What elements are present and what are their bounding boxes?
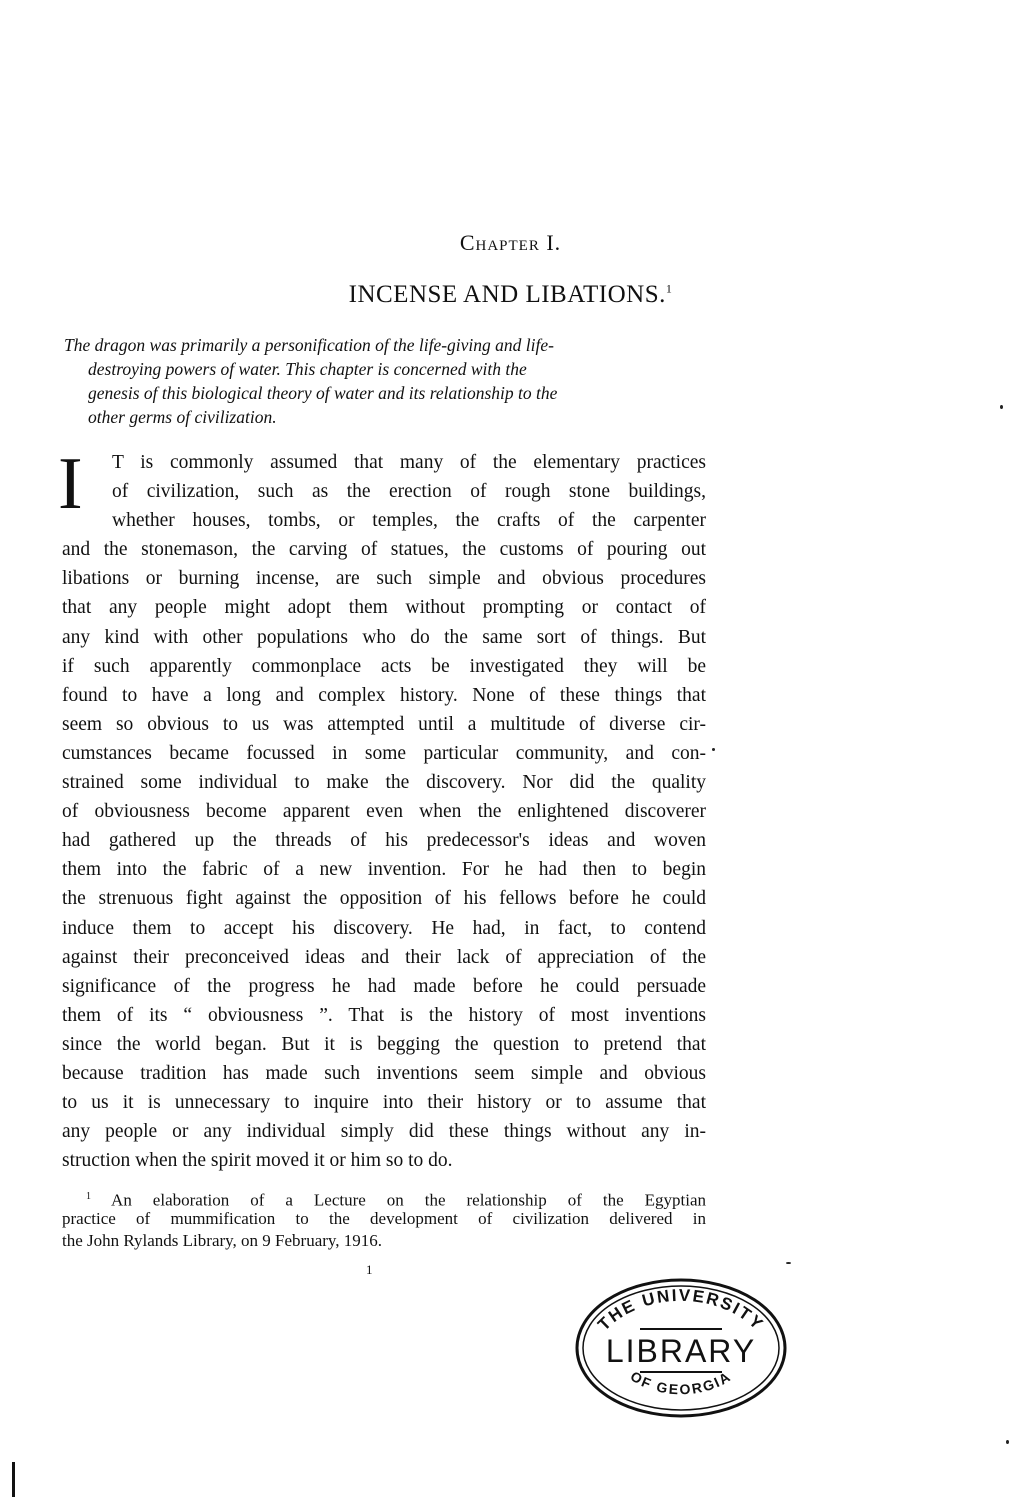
body-line: any people or any individual simply did these things without any in-	[62, 1121, 706, 1143]
scan-speck	[1000, 405, 1003, 409]
page-number: 1	[366, 1262, 373, 1277]
footnote-mark: 1	[86, 1191, 91, 1202]
body-line: T is commonly assumed that many of the elementary practices	[112, 452, 706, 473]
body-line: found to have a long and complex history. None of these things that	[62, 684, 706, 706]
body-line: whether houses, tombs, or temples, the crafts of the carpenter	[112, 510, 706, 532]
body-line: significance of the progress he had made before he could persuade	[62, 975, 706, 997]
epigraph	[64, 333, 706, 429]
body-line: to us it is unnecessary to inquire into their history or to assume that	[62, 1092, 706, 1114]
epigraph-line: other germs of civilization.	[88, 407, 277, 427]
scan-speck	[786, 1262, 791, 1264]
body-line: since the world began. But it is begging the question to pretend that	[62, 1033, 706, 1055]
chapter-title-text: INCENSE AND LIBATIONS.	[348, 281, 666, 308]
body-line: the strenuous fight against the opposition of his fellows before he could	[62, 888, 706, 910]
body-line: against their preconceived ideas and their lack of appreciation of the	[62, 946, 706, 968]
body-line: that any people might adopt them without prompting or contact of	[62, 597, 706, 619]
body-line: struction when the spirit moved it or him so to do.	[62, 1150, 453, 1172]
epigraph-line: The dragon was primarily a personification of the life-giving and life-	[64, 335, 554, 355]
body-line: had gathered up the threads of his predecessor's ideas and woven	[62, 830, 706, 852]
library-stamp	[570, 1272, 792, 1420]
drop-cap: I	[58, 443, 83, 525]
chapter-label-text: Chapter I.	[459, 230, 562, 255]
body-paragraph	[62, 448, 706, 1175]
footnote-line	[62, 1186, 706, 1208]
body-line: any kind with other populations who do the same sort of things. But	[62, 626, 706, 648]
footnote-line: practice of mummification to the development of civilization delivered in	[62, 1209, 706, 1228]
stamp-bottom-text: OF GEORGIA	[627, 1367, 735, 1398]
chapter-title	[0, 281, 1021, 309]
epigraph-line: genesis of this biological theory of water and its relationship to the	[88, 383, 558, 403]
body-line: of civilization, such as the erection of rough stone buildings,	[112, 481, 706, 503]
stamp-center-text: LIBRARY	[605, 1333, 757, 1369]
scan-edge-mark	[12, 1462, 15, 1497]
footnote	[62, 1186, 706, 1252]
epigraph-line: destroying powers of water. This chapter is concerned with the	[88, 359, 527, 379]
scan-speck	[1006, 1440, 1009, 1444]
body-line: of obviousness become apparent even when the enlightened discoverer	[62, 801, 706, 823]
body-line: if such apparently commonplace acts be investigated they will be	[62, 655, 706, 677]
body-line: them into the fabric of a new invention. For he had then to begin	[62, 859, 706, 881]
chapter-title-footnote-mark: 1	[665, 281, 673, 296]
chapter-label	[0, 230, 1021, 256]
footnote-line: the John Rylands Library, on 9 February, 1916.	[62, 1231, 383, 1250]
body-line: seem so obvious to us was attempted until a multitude of diverse cir-	[62, 713, 706, 735]
body-line: libations or burning incense, are such simple and obvious procedures	[62, 568, 706, 590]
stamp-top-text: THE UNIVERSITY	[594, 1285, 768, 1335]
body-line: induce them to accept his discovery. He had, in fact, to contend	[62, 917, 706, 939]
body-line: strained some individual to make the discovery. Nor did the quality	[62, 772, 706, 794]
scan-speck	[712, 748, 715, 751]
body-line: because tradition has made such inventions seem simple and obvious	[62, 1062, 706, 1084]
body-line: them of its “ obviousness ”. That is the history of most inventions	[62, 1004, 706, 1026]
footnote-line-text: An elaboration of a Lecture on the relationship of the Egyptian	[111, 1190, 706, 1210]
body-line: cumstances became focussed in some particular community, and con-	[62, 742, 706, 764]
body-line: and the stonemason, the carving of statues, the customs of pouring out	[62, 539, 706, 561]
